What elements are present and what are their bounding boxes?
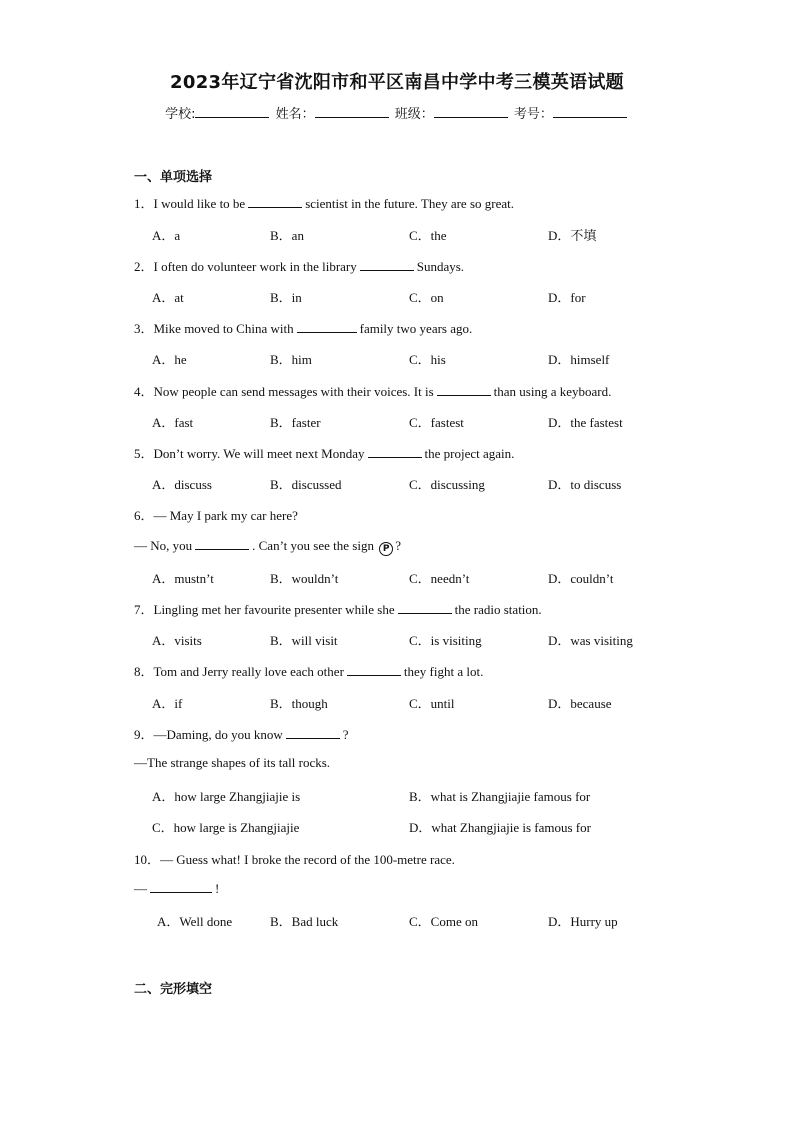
question-9-reply: —The strange shapes of its tall rocks. (134, 755, 331, 770)
question-text: ? (395, 538, 401, 553)
question-9 (134, 724, 349, 743)
option-b[interactable]: B．faster (270, 415, 321, 430)
question-text: — No, you (134, 538, 193, 553)
option-c[interactable]: C．Come on (409, 914, 478, 929)
option-a[interactable]: A．visits (152, 633, 202, 648)
class-label: 班级： (394, 107, 434, 122)
question-3 (134, 318, 472, 337)
answer-blank[interactable] (286, 726, 340, 739)
option-a[interactable]: A．at (152, 290, 184, 305)
answer-blank[interactable] (398, 601, 452, 614)
student-info-row (0, 103, 794, 122)
option-c[interactable]: C．his (409, 352, 446, 367)
option-a[interactable]: A．how large Zhangjiajie is (152, 789, 301, 804)
option-a[interactable]: A．if (152, 696, 183, 711)
option-a[interactable]: A．discuss (152, 477, 212, 492)
option-d[interactable]: D．Hurry up (548, 914, 618, 929)
option-c[interactable]: C．how large is Zhangjiajie (152, 820, 300, 835)
option-b[interactable]: B．will visit (270, 633, 338, 648)
question-4 (134, 381, 611, 400)
question-text: scientist in the future. They are so great. (305, 196, 514, 211)
question-text: they fight a lot. (403, 664, 484, 679)
answer-blank[interactable] (360, 258, 414, 271)
class-blank[interactable] (434, 105, 508, 118)
option-a[interactable]: A．fast (152, 415, 194, 430)
option-a[interactable]: A．Well done (157, 914, 233, 929)
question-text: family two years ago. (359, 321, 473, 336)
question-text: ? (342, 727, 349, 742)
question-text: — (134, 881, 147, 896)
option-a[interactable]: A．he (152, 352, 187, 367)
question-5 (134, 443, 514, 462)
option-d[interactable]: D．the fastest (548, 415, 623, 430)
answer-blank[interactable] (347, 663, 401, 676)
name-blank[interactable] (315, 105, 389, 118)
option-c[interactable]: C．on (409, 290, 444, 305)
section-heading: 一、单项选择 (134, 170, 213, 185)
option-d[interactable]: D．because (548, 696, 612, 711)
question-10-reply (134, 880, 219, 897)
question-2 (134, 256, 464, 275)
question-6: 6．— May I park my car here? (134, 508, 298, 523)
question-8 (134, 661, 483, 680)
name-label: 姓名： (275, 107, 315, 122)
option-b[interactable]: B．discussed (270, 477, 342, 492)
school-label: 学校: (165, 107, 196, 122)
answer-blank[interactable] (195, 537, 249, 550)
option-b[interactable]: B．wouldn’t (270, 571, 339, 586)
option-d[interactable]: D．himself (548, 352, 610, 367)
question-text: the radio station. (454, 602, 542, 617)
option-c[interactable]: C．discussing (409, 477, 485, 492)
question-text: ! (215, 881, 220, 896)
question-text: 2．I often do volunteer work in the library (134, 259, 357, 274)
option-d[interactable]: D．for (548, 290, 586, 305)
question-text: 4．Now people can send messages with their voices. It is (134, 384, 434, 399)
parking-sign-icon: P (379, 542, 393, 556)
option-b[interactable]: B．him (270, 352, 312, 367)
exam-number-label: 考号： (513, 107, 553, 122)
option-d[interactable]: D．couldn’t (548, 571, 614, 586)
option-b[interactable]: B．though (270, 696, 328, 711)
question-text: 3．Mike moved to China with (134, 321, 294, 336)
option-d[interactable]: D．不填 (548, 228, 597, 243)
answer-blank[interactable] (368, 445, 422, 458)
question-7 (134, 599, 542, 618)
option-b[interactable]: B．an (270, 228, 304, 243)
question-6-reply (134, 537, 401, 556)
option-d[interactable]: D．was visiting (548, 633, 633, 648)
answer-blank[interactable] (150, 880, 212, 893)
question-text: 9．—Daming, do you know (134, 727, 283, 742)
exam-number-blank[interactable] (553, 105, 627, 118)
question-text: 8．Tom and Jerry really love each other (134, 664, 344, 679)
option-c[interactable]: C．fastest (409, 415, 464, 430)
option-c[interactable]: C．is visiting (409, 633, 482, 648)
option-c[interactable]: C．the (409, 228, 447, 243)
option-d[interactable]: D．to discuss (548, 477, 622, 492)
option-b[interactable]: B．Bad luck (270, 914, 339, 929)
answer-blank[interactable] (248, 195, 302, 208)
question-text: Sundays. (416, 259, 465, 274)
answer-blank[interactable] (437, 383, 491, 396)
option-b[interactable]: B．what is Zhangjiajie famous for (409, 789, 591, 804)
option-a[interactable]: A．a (152, 228, 181, 243)
question-text: 7．Lingling met her favourite presenter while she (134, 602, 395, 617)
question-text: . Can’t you see the sign (252, 538, 374, 553)
option-b[interactable]: B．in (270, 290, 302, 305)
option-c[interactable]: C．needn’t (409, 571, 470, 586)
question-text: 5．Don’t worry. We will meet next Monday (134, 446, 365, 461)
section-heading: 二、完形填空 (134, 982, 213, 997)
school-blank[interactable] (195, 105, 269, 118)
question-text: than using a keyboard. (493, 384, 612, 399)
question-text: the project again. (424, 446, 515, 461)
option-d[interactable]: D．what Zhangjiajie is famous for (409, 820, 591, 835)
page-title: 2023年辽宁省沈阳市和平区南昌中学中考三模英语试题 (170, 72, 624, 93)
answer-blank[interactable] (297, 320, 357, 333)
question-1 (134, 193, 514, 212)
option-c[interactable]: C．until (409, 696, 455, 711)
option-a[interactable]: A．mustn’t (152, 571, 214, 586)
question-text: 1．I would like to be (134, 196, 246, 211)
question-10: 10．— Guess what! I broke the record of the 100-metre race. (134, 852, 455, 867)
